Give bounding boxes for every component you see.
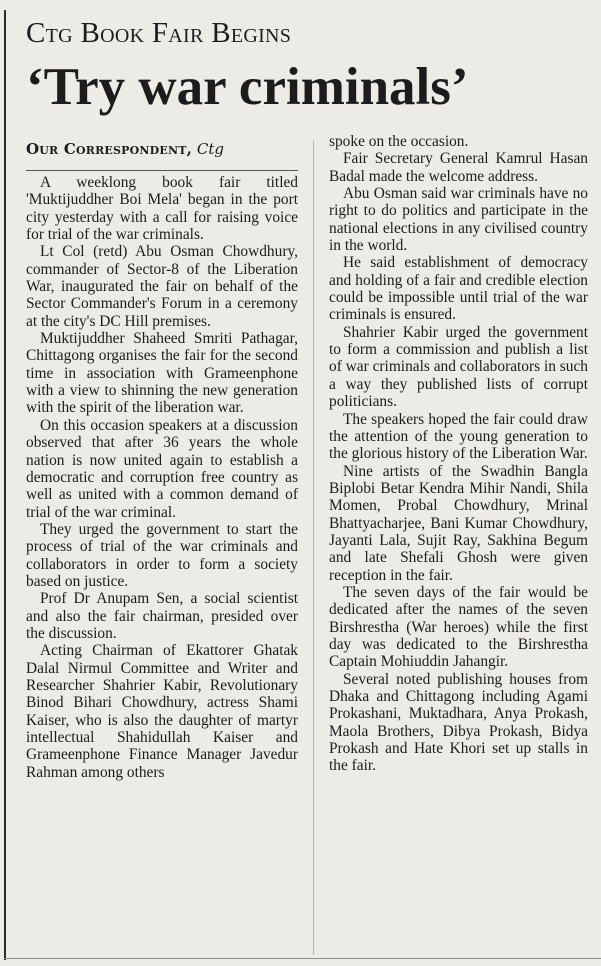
paragraph: Fair Secretary General Kamrul Hasan Badal made the welcome address. xyxy=(329,150,588,185)
article-headline: ‘Try war criminals’ xyxy=(26,58,469,116)
byline-location: Ctg xyxy=(196,140,224,158)
paragraph: Lt Col (retd) Abu Osman Chowdhury, commander of Sector-8 of the Liberation War, inaugurated the fair on behalf of the Sector Commander's Forum in a ceremony at the city's DC Hill premises. xyxy=(26,243,298,330)
paragraph-continuation: spoke on the occasion. xyxy=(329,133,469,150)
byline-divider xyxy=(26,170,298,171)
article-column-right xyxy=(329,133,588,775)
paragraph: Shahrier Kabir urged the government to form a commission and publish a list of war criminals and collaborators in such a way they published lists of corrupt politicians. xyxy=(329,323,588,411)
paragraph: The speakers hoped the fair could draw the attention of the young generation to the glorious history of the Liberation War. xyxy=(329,410,588,463)
paragraph: A weeklong book fair titled 'Muktijuddher Boi Mela' began in the port city yesterday with a call for raising voice for trial of the war criminals. xyxy=(26,174,298,244)
left-margin-rule xyxy=(4,10,6,960)
paragraph: Several noted publishing houses from Dhaka and Chittagong including Agami Prokashani, Muktadhara, Anya Prokash, Maola Brothers, Dibya Prokash, Bidya Prokash and Hate Khori set up stalls in the fair. xyxy=(329,670,588,775)
paragraph: Muktijuddher Shaheed Smriti Pathagar, Chittagong organises the fair for the second time in association with Grameenphone with a view to shinning the new generation with the spirit of the liberation war. xyxy=(26,330,298,417)
bottom-rule xyxy=(4,958,601,959)
paragraph: They urged the government to start the process of trial of the war criminals and collaborators in order to form a society based on justice. xyxy=(26,520,298,590)
byline xyxy=(26,140,298,158)
paragraph: Acting Chairman of Ekattorer Ghatak Dalal Nirmul Committee and Writer and Researcher Shahrier Kabir, Revolutionary Binod Bihari Chowdhury, actress Shami Kaiser, who is also the daughter of martyr intellectual Shahidullah Kaiser and Grameenphone Finance Manager Javedur Rahman among others xyxy=(26,642,298,781)
paragraph: Abu Osman said war criminals have no right to do politics and participate in the national elections in any civilised country in the world. xyxy=(329,185,588,255)
column-divider xyxy=(313,140,314,955)
paragraph: On this occasion speakers at a discussion observed that after 36 years the whole nation is now united again to establish a democratic and corruption free country as well as united with a common demand of trial of the war criminal. xyxy=(26,416,298,521)
paragraph: The seven days of the fair would be dedicated after the names of the seven Birshrestha (War heroes) while the first day was dedicated to the Birshrestha Captain Mohiuddin Jahangir. xyxy=(329,583,588,671)
article-kicker: Ctg Book Fair Begins xyxy=(26,17,292,49)
paragraph: Nine artists of the Swadhin Bangla Biplobi Betar Kendra Mihir Nandi, Shila Momen, Probal Chowdhury, Mrinal Bhattyacharjee, Bani Kumar Chowdhury, Jayanti Lala, Sujit Ray, Sakhina Begum and late Shefali Ghosh were given reception in the fair. xyxy=(329,462,588,584)
paragraph: He said establishment of democracy and holding of a fair and credible election could be impossible until trial of the war criminals is ensured. xyxy=(329,254,588,324)
article-column-left xyxy=(26,174,298,781)
byline-author: Our Correspondent, xyxy=(26,140,193,158)
paragraph: Prof Dr Anupam Sen, a social scientist and also the fair chairman, presided over the discussion. xyxy=(26,590,298,642)
